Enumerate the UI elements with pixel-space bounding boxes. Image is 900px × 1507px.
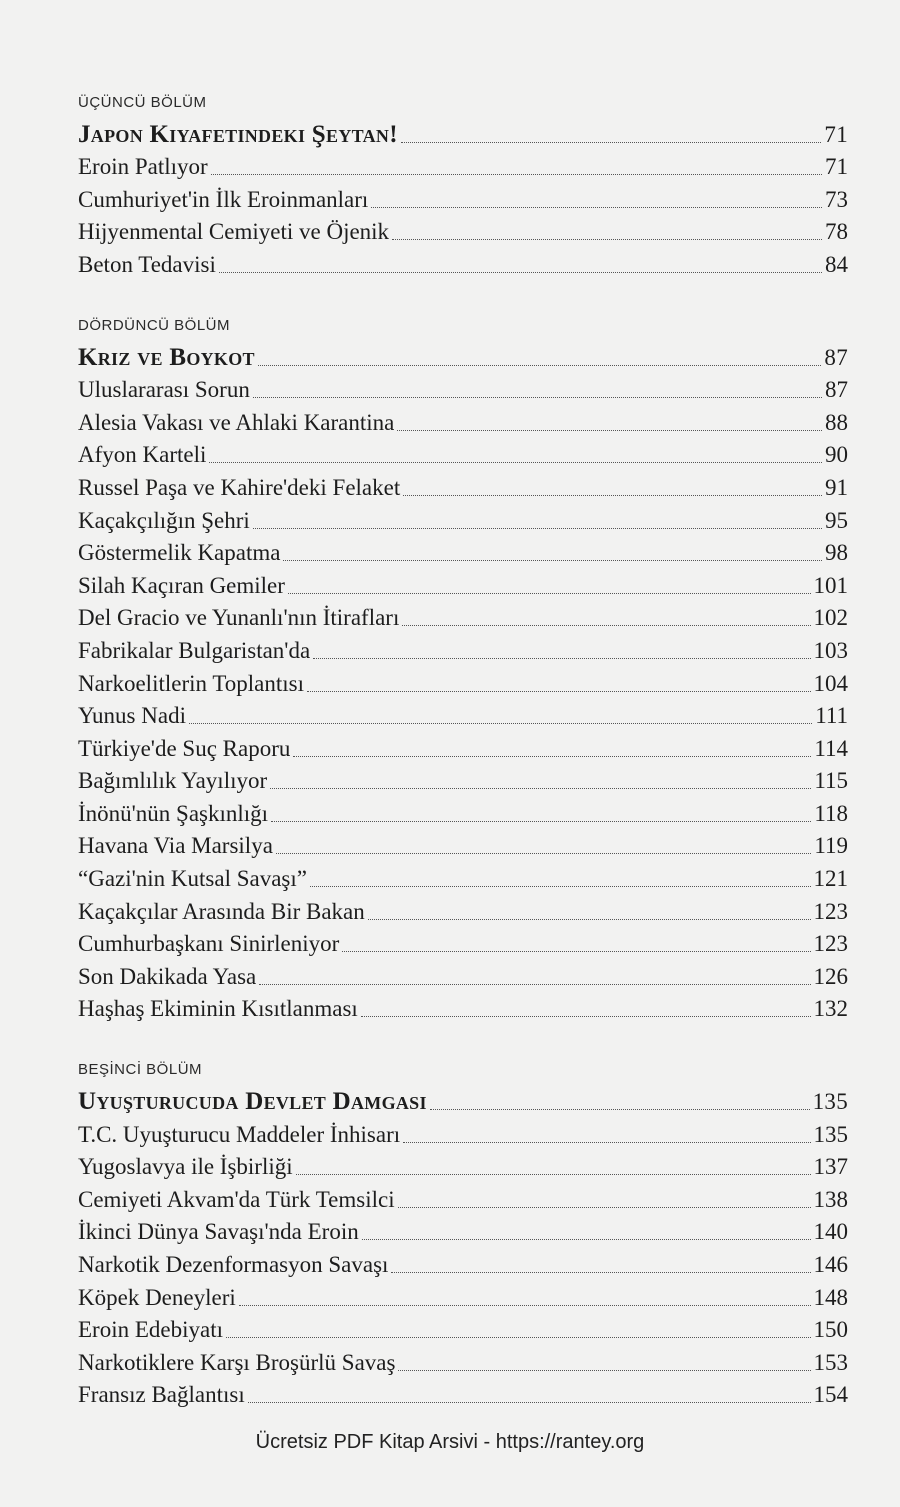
- toc-entry: [78, 374, 848, 407]
- toc-entry: [78, 895, 848, 928]
- entry-page-number: 148: [813, 1284, 848, 1310]
- dot-leader: [239, 1305, 811, 1306]
- chapter-page-number: 71: [824, 121, 848, 147]
- chapter-title: Kriz ve Boykot: [78, 343, 255, 371]
- dot-leader: [310, 886, 811, 887]
- dot-leader: [401, 142, 822, 143]
- entry-page-number: 71: [825, 154, 848, 180]
- toc-entry: [78, 1314, 848, 1347]
- entry-page-number: 104: [813, 670, 848, 696]
- entry-title: Türkiye'de Suç Raporu: [78, 735, 291, 761]
- entry-title: Fransız Bağlantısı: [78, 1382, 245, 1408]
- chapter-heading: [78, 1085, 848, 1118]
- toc-section: [78, 1059, 848, 1411]
- entry-title: Eroin Edebiyatı: [78, 1317, 223, 1343]
- toc-entry: [78, 602, 848, 635]
- dot-leader: [402, 625, 810, 626]
- entry-title: Del Gracio ve Yunanlı'nın İtirafları: [78, 605, 400, 631]
- entry-page-number: 146: [813, 1252, 848, 1277]
- entry-title: Cumhuriyet'in İlk Eroinmanları: [78, 186, 369, 212]
- entry-title: İnönü'nün Şaşkınlığı: [78, 800, 269, 826]
- entry-title: “Gazi'nin Kutsal Savaşı”: [78, 866, 307, 892]
- toc-entry: [78, 928, 848, 961]
- entry-page-number: 121: [813, 866, 848, 892]
- dot-leader: [283, 560, 822, 561]
- dot-leader: [391, 1272, 810, 1273]
- toc-entry: [78, 993, 848, 1026]
- entry-page-number: 154: [813, 1382, 848, 1408]
- section-label: BEŞİNCİ BÖLÜM: [78, 1061, 203, 1079]
- toc-entry: [78, 1281, 848, 1314]
- toc-section: [78, 92, 848, 281]
- entry-page-number: 153: [813, 1349, 848, 1375]
- toc-entry: [78, 862, 848, 895]
- table-of-contents: [78, 92, 848, 1445]
- toc-entry: [78, 732, 848, 765]
- toc-entry: [78, 1248, 848, 1281]
- entry-page-number: 73: [825, 186, 848, 212]
- chapter-title: Uyuşturucuda Devlet Damgası: [78, 1088, 427, 1116]
- entry-page-number: 140: [813, 1219, 848, 1245]
- entry-title: Narkotiklere Karşı Broşürlü Savaş: [78, 1349, 396, 1375]
- dot-leader: [270, 788, 811, 789]
- entry-page-number: 78: [825, 219, 848, 245]
- toc-entry: [78, 700, 848, 733]
- entry-title: Yunus Nadi: [78, 703, 186, 729]
- entry-title: Yugoslavya ile İşbirliği: [78, 1154, 293, 1180]
- dot-leader: [271, 821, 811, 822]
- dot-leader: [430, 1109, 810, 1110]
- dot-leader: [397, 430, 822, 431]
- entry-page-number: 115: [814, 768, 848, 794]
- toc-entry: [78, 504, 848, 537]
- toc-entry: [78, 1379, 848, 1412]
- entry-page-number: 135: [813, 1121, 848, 1147]
- entry-page-number: 102: [813, 605, 848, 631]
- dot-leader: [258, 365, 822, 366]
- dot-leader: [368, 919, 811, 920]
- dot-leader: [398, 1370, 810, 1371]
- toc-entry: [78, 797, 848, 830]
- entry-title: Havana Via Marsilya: [78, 833, 273, 859]
- dot-leader: [371, 207, 822, 208]
- dot-leader: [342, 951, 810, 952]
- entry-title: Cumhurbaşkanı Sinirleniyor: [78, 931, 340, 957]
- dot-leader: [253, 528, 822, 529]
- dot-leader: [209, 462, 822, 463]
- entry-title: Afyon Karteli: [78, 442, 207, 468]
- dot-leader: [403, 1142, 810, 1143]
- entry-page-number: 103: [813, 637, 848, 663]
- dot-leader: [219, 272, 822, 273]
- toc-entry: [78, 537, 848, 570]
- entry-page-number: 132: [813, 996, 848, 1022]
- entry-page-number: 98: [825, 540, 848, 566]
- dot-leader: [398, 1207, 811, 1208]
- entry-title: Cemiyeti Akvam'da Türk Temsilci: [78, 1186, 395, 1212]
- entry-title: T.C. Uyuşturucu Maddeler İnhisarı: [78, 1121, 401, 1147]
- dot-leader: [293, 756, 811, 757]
- entry-page-number: 90: [825, 442, 848, 468]
- toc-entry: [78, 569, 848, 602]
- entry-title: Kaçakçılar Arasında Bir Bakan: [78, 898, 365, 924]
- toc-entry: [78, 1216, 848, 1249]
- entry-page-number: 91: [825, 474, 848, 500]
- dot-leader: [288, 593, 811, 594]
- entry-page-number: 101: [813, 572, 848, 598]
- dot-leader: [362, 1239, 811, 1240]
- dot-leader: [248, 1402, 811, 1403]
- section-label: ÜÇÜNCÜ BÖLÜM: [78, 94, 207, 111]
- dot-leader: [307, 691, 810, 692]
- entry-page-number: 150: [813, 1317, 848, 1343]
- entry-title: Hijyenmental Cemiyeti ve Öjenik: [78, 219, 390, 245]
- entry-title: Göstermelik Kapatma: [78, 540, 281, 566]
- toc-entry: [78, 151, 848, 184]
- entry-title: Alesia Vakası ve Ahlaki Karantina: [78, 409, 395, 435]
- chapter-page-number: 87: [824, 344, 848, 370]
- entry-page-number: 119: [814, 833, 848, 859]
- toc-entry: [78, 183, 848, 216]
- toc-entry: [78, 634, 848, 667]
- entry-page-number: 114: [814, 735, 848, 761]
- dot-leader: [259, 984, 810, 985]
- chapter-heading: [78, 341, 848, 374]
- toc-entry: [78, 960, 848, 993]
- entry-title: Son Dakikada Yasa: [78, 963, 257, 989]
- toc-entry: [78, 471, 848, 504]
- entry-title: Haşhaş Ekiminin Kısıtlanması: [78, 996, 358, 1022]
- footer-watermark-text: Ücretsiz PDF Kitap Arsivi - https://rantey.org: [255, 1431, 645, 1453]
- entry-page-number: 84: [825, 251, 848, 277]
- toc-entry: [78, 1183, 848, 1216]
- dot-leader: [361, 1016, 811, 1017]
- entry-title: Bağımlılık Yayılıyor: [78, 768, 268, 794]
- entry-title: Kaçakçılığın Şehri: [78, 507, 250, 533]
- toc-entry: [78, 765, 848, 798]
- entry-page-number: 118: [814, 800, 848, 826]
- entry-page-number: 123: [813, 931, 848, 957]
- entry-page-number: 111: [815, 703, 848, 729]
- entry-title: Silah Kaçıran Gemiler: [78, 572, 285, 598]
- dot-leader: [296, 1174, 811, 1175]
- dot-leader: [392, 239, 822, 240]
- entry-title: Beton Tedavisi: [78, 251, 216, 277]
- entry-page-number: 87: [825, 377, 848, 403]
- dot-leader: [403, 495, 822, 496]
- entry-title: Eroin Patlıyor: [78, 154, 208, 180]
- dot-leader: [276, 853, 811, 854]
- chapter-title: Japon Kıyafetindeki Şeytan!: [78, 120, 398, 148]
- dot-leader: [189, 723, 812, 724]
- toc-entry: [78, 248, 848, 281]
- toc-entry: [78, 1346, 848, 1379]
- entry-title: Russel Paşa ve Kahire'deki Felaket: [78, 474, 401, 500]
- toc-entry: [78, 1118, 848, 1151]
- toc-entry: [78, 667, 848, 700]
- section-label: DÖRDÜNCÜ BÖLÜM: [78, 316, 231, 334]
- entry-title: İkinci Dünya Savaşı'nda Eroin: [78, 1219, 359, 1245]
- dot-leader: [211, 174, 822, 175]
- chapter-heading: [78, 118, 848, 151]
- entry-page-number: 126: [813, 963, 848, 989]
- dot-leader: [313, 658, 810, 659]
- entry-page-number: 138: [813, 1186, 848, 1212]
- entry-page-number: 95: [825, 507, 848, 533]
- dot-leader: [253, 397, 822, 398]
- entry-title: Narkotik Dezenformasyon Savaşı: [78, 1252, 389, 1277]
- toc-entry: [78, 406, 848, 439]
- dot-leader: [226, 1337, 811, 1338]
- toc-entry: [78, 1151, 848, 1184]
- entry-title: Fabrikalar Bulgaristan'da: [78, 637, 311, 663]
- entry-page-number: 123: [813, 898, 848, 924]
- toc-entry: [78, 830, 848, 863]
- toc-section: [78, 315, 848, 1025]
- entry-page-number: 88: [825, 409, 848, 435]
- toc-entry: [78, 216, 848, 249]
- chapter-page-number: 135: [812, 1089, 848, 1115]
- entry-title: Uluslararası Sorun: [78, 377, 250, 403]
- entry-title: Narkoelitlerin Toplantısı: [78, 670, 305, 696]
- toc-entry: [78, 439, 848, 472]
- entry-title: Köpek Deneyleri: [78, 1284, 236, 1310]
- entry-page-number: 137: [813, 1154, 848, 1180]
